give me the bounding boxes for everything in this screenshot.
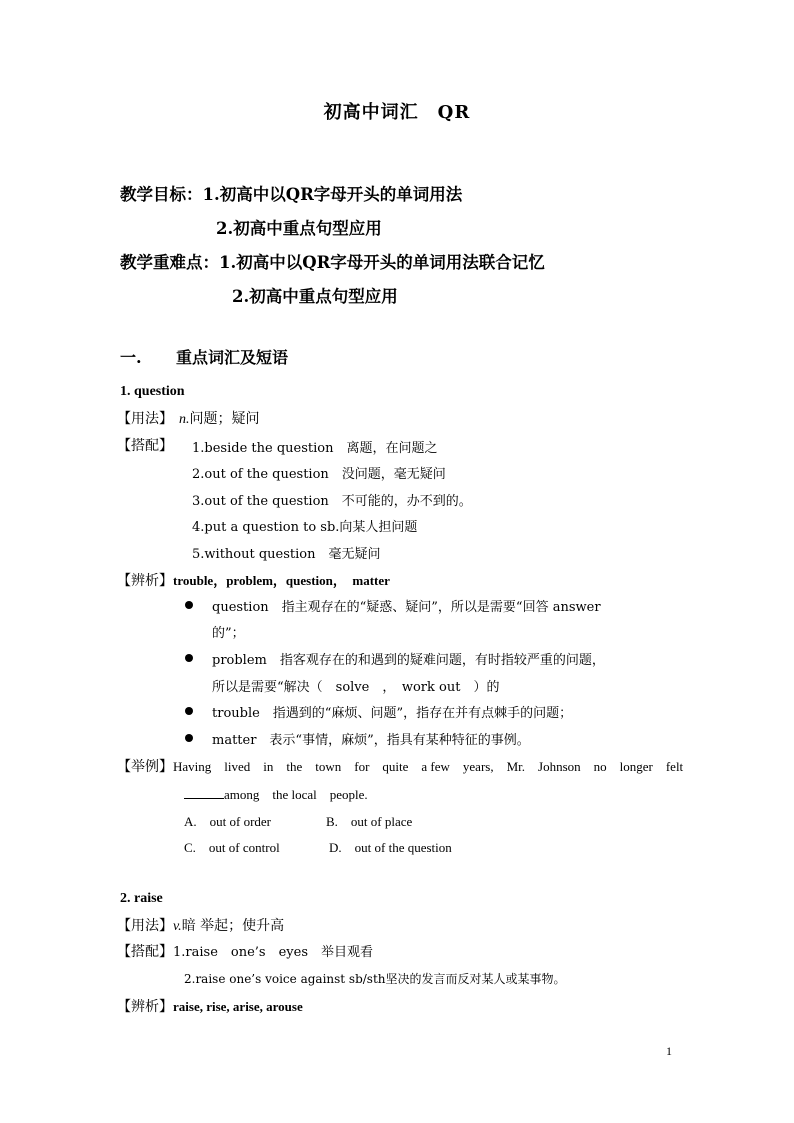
collocation-row	[117, 941, 373, 961]
answer-blank	[184, 786, 224, 799]
collocation-item: 1.beside the question 离题，在问题之	[192, 441, 438, 456]
distinguish-tag: 【辨析】	[117, 573, 173, 589]
option-b: B. out of place	[326, 814, 413, 829]
collocation-item: 4.put a question to sb.向某人担问题	[192, 520, 418, 535]
example-row	[117, 756, 683, 776]
bullet-text: matter 表示“事情，麻烦”，指具有某种特征的事例。	[212, 733, 530, 748]
collocation-item: 1.raise one’s eyes 举目观看	[173, 945, 373, 960]
section-title: 重点词汇及短语	[176, 348, 289, 367]
usage-row	[117, 408, 260, 428]
section-number: 一.	[120, 348, 142, 367]
example-tag: 【举例】	[117, 759, 173, 775]
usage-pos: n.	[179, 412, 190, 427]
word-heading-question: 1. question	[120, 384, 185, 399]
word-heading-raise: 2. raise	[120, 891, 163, 906]
usage-row	[117, 915, 284, 935]
teaching-focus-line1	[120, 249, 545, 273]
bullet-dot	[185, 601, 193, 609]
teaching-focus-item1: 1.初高中以QR字母开头的单词用法联合记忆	[219, 253, 545, 272]
teaching-focus-item2: 2.初高中重点句型应用	[232, 287, 398, 306]
distinguish-tag: 【辨析】	[117, 999, 173, 1015]
bullet-text: trouble 指遇到的“麻烦、问题”，指存在并有点棘手的问题；	[212, 706, 573, 721]
distinguish-row	[117, 570, 390, 590]
distinguish-words: trouble，problem，question， matter	[173, 573, 390, 588]
option-d: D. out of the question	[329, 840, 452, 855]
distinguish-row	[117, 996, 303, 1016]
page-title: 初高中词汇 QR	[323, 102, 471, 123]
collocation-tag: 【搭配】	[117, 944, 173, 960]
collocation-item: 3.out of the question 不可能的，办不到的。	[192, 494, 472, 509]
example-line2	[184, 784, 368, 803]
usage-tag: 【用法】	[117, 918, 173, 934]
option-a: A. out of order	[184, 814, 272, 829]
bullet-text-cont: 的”；	[212, 626, 245, 641]
collocation-tag: 【搭配】	[117, 438, 173, 454]
page-number: 1	[666, 1044, 672, 1058]
usage-text: 暗 举起；使升高	[181, 918, 285, 934]
example-line2-text: among the local people.	[224, 787, 368, 802]
teaching-goal-line1	[120, 181, 462, 205]
option-c: C. out of control	[184, 840, 280, 855]
collocation-item: 2.out of the question 没问题，毫无疑问	[192, 467, 446, 482]
teaching-goal-label: 教学目标：	[120, 185, 203, 204]
bullet-text: problem 指客观存在的和遇到的疑难问题，有时指较严重的问题，	[212, 653, 605, 668]
usage-text: 问题；疑问	[189, 411, 260, 427]
collocation-item: 5.without question 毫无疑问	[192, 547, 381, 562]
bullet-text: question 指主观存在的“疑惑、疑问”，所以是需要“回答 answer	[212, 600, 601, 615]
usage-pos: v.	[173, 919, 182, 934]
teaching-goal-item1: 1.初高中以QR字母开头的单词用法	[202, 185, 463, 204]
usage-tag: 【用法】	[117, 411, 173, 427]
collocation-item: 2.raise one’s voice against sb/sth坚决的发言而反对某人或某事物。	[184, 972, 566, 986]
distinguish-words: raise, rise, arise, arouse	[173, 999, 303, 1014]
example-sentence: Having lived in the town for quite a few years, Mr. Johnson no longer felt	[173, 759, 684, 774]
teaching-goal-item2: 2.初高中重点句型应用	[216, 219, 382, 238]
bullet-text-cont: 所以是需要“解决（ solve ， work out ）的	[212, 680, 500, 695]
bullet-dot	[185, 734, 193, 742]
bullet-dot	[185, 707, 193, 715]
bullet-dot	[185, 654, 193, 662]
teaching-focus-label: 教学重难点：	[120, 253, 219, 272]
